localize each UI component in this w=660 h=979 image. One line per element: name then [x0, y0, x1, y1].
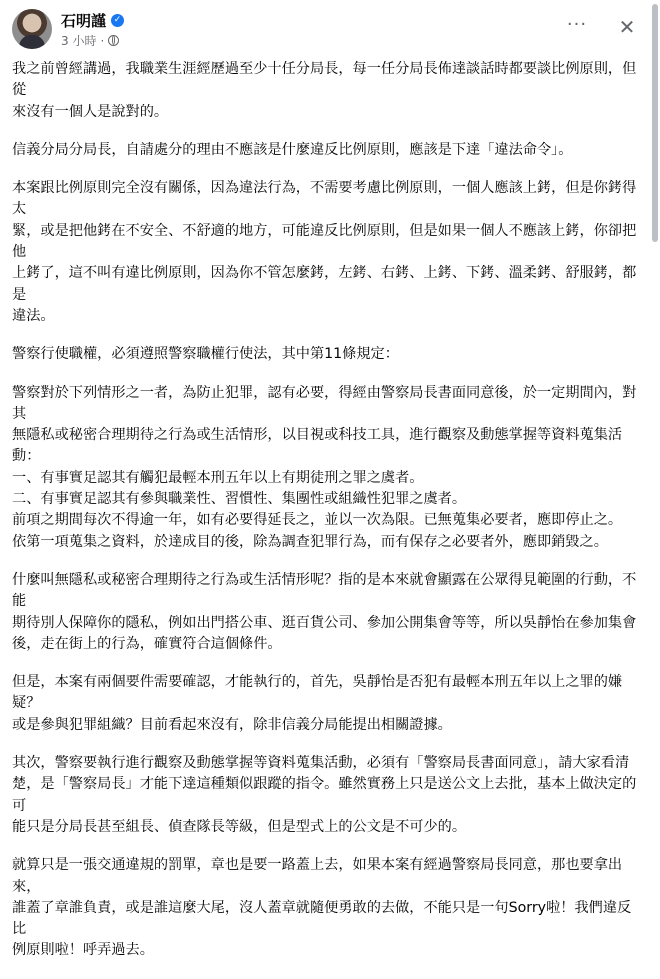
more-options-button[interactable]: ···: [566, 14, 588, 35]
author-row: [61, 10, 124, 31]
paragraph-line: 誰蓋了章誰負責，或是誰這麼大尾，沒人蓋章就隨便勇敢的去做，不能只是一句Sorry啦！我們違反比: [12, 899, 632, 938]
paragraph-line: 楚，是「警察局長」才能下達這種類似跟蹤的指令。雖然實務上只是送公文上去批，基本上做決定的可: [12, 776, 637, 814]
paragraph-line: 但是，本案有兩個要件需要確認，才能執行的，首先，吳靜怡是否犯有最輕本刑五年以上之罪的嫌疑？: [12, 674, 623, 712]
post-paragraph: [12, 59, 644, 123]
paragraph-line: 我之前曾經講過，我職業生涯經歷過至少十任分局長，每一任分局長佈達談話時都要談比例原則，但從: [12, 61, 637, 99]
post-paragraph: [12, 178, 644, 327]
paragraph-line: 其次，警察要執行進行觀察及動態掌握等資料蒐集活動，必須有「警察局長書面同意」，請大家看清: [12, 755, 630, 772]
globe-icon[interactable]: [108, 35, 119, 46]
post-paragraph: [12, 344, 644, 365]
verified-badge-icon: ✓: [111, 14, 124, 27]
paragraph-line: 上銬了，這不叫有違比例原則，因為你不管怎麼銬，左銬、右銬、上銬、下銬、溫柔銬、舒服銬，都是: [12, 265, 637, 303]
paragraph-line: 就算只是一張交通違規的罰單，章也是要一路蓋上去，如果本案有經過警察局長同意，那也要拿出來，: [12, 857, 623, 895]
post-paragraph: [12, 672, 644, 736]
paragraph-line: 能只是分局長甚至組長、偵查隊長等級，但是型式上的公文是不可少的。: [12, 818, 467, 835]
paragraph-line: 二、有事實足認其有參與職業性、習慣性、集團性或組織性犯罪之虞者。: [12, 491, 467, 508]
post-paragraph: [12, 570, 644, 655]
post-paragraph: [12, 383, 644, 553]
meta-separator: ·: [100, 33, 105, 48]
paragraph-line: 什麼叫無隱私或秘密合理期待之行為或生活情形呢？指的是本來就會顯露在公眾得見範圍的行動，不能: [12, 571, 637, 610]
post-paragraph: [12, 855, 644, 961]
post-timestamp[interactable]: 3 小時: [61, 34, 97, 48]
paragraph-line: 違法。: [12, 307, 55, 324]
post-paragraph: [12, 140, 644, 161]
paragraph-line: 或是參與犯罪組織？目前看起來沒有，除非信義分局能提出相關證據。: [12, 716, 452, 733]
paragraph-line: 警察對於下列情形之一者，為防止犯罪，認有必要，得經由警察局長書面同意後，於一定期間內，對其: [12, 384, 637, 422]
post-paragraph: [12, 753, 644, 838]
post-body: [12, 59, 644, 979]
paragraph-line: 信義分局分局長，自請處分的理由不應該是什麼違反比例原則，應該是下達「違法命令」。: [12, 141, 573, 158]
paragraph-line: 無隱私或秘密合理期待之行為或生活情形，以目視或科技工具，進行觀察及動態掌握等資料蒐集活動：: [12, 427, 623, 465]
avatar-figure: [19, 35, 45, 49]
post-meta: [61, 32, 119, 49]
paragraph-line: 警察行使職權，必須遵照警察職權行使法，其中第11條規定：: [12, 346, 399, 363]
paragraph-line: 一、有事實足認其有觸犯最輕本刑五年以上有期徒刑之罪之虞者。: [12, 469, 424, 486]
scrollbar-thumb[interactable]: [652, 4, 658, 242]
paragraph-line: 期待別人保障你的隱私，例如出門搭公車、逛百貨公司、參加公開集會等等，所以吳靜怡在參加集會: [12, 614, 637, 631]
paragraph-line: 依第一項蒐集之資料，於達成目的後，除為調查犯罪行為，而有保存之必要者外，應即銷毀之。: [12, 533, 608, 550]
author-name[interactable]: 石明謹: [61, 12, 107, 30]
paragraph-line: 緊，或是把他銬在不安全、不舒適的地方，可能違反比例原則，但是如果一個人不應該上銬，你卻把他: [12, 222, 637, 261]
paragraph-line: 後，走在街上的行為，確實符合這個條件。: [12, 635, 282, 652]
paragraph-line: 來沒有一個人是說對的。: [12, 103, 169, 120]
post-header: [0, 0, 660, 54]
paragraph-line: 本案跟比例原則完全沒有關係，因為違法行為，不需要考慮比例原則，一個人應該上銬，但是你銬得太: [12, 180, 637, 218]
close-button[interactable]: ✕: [618, 15, 636, 39]
paragraph-line: 例原則啦！呼弄過去。: [12, 942, 154, 959]
paragraph-line: 前項之期間每次不得逾一年，如有必要得延長之，並以一次為限。已無蒐集必要者，應即停止之。: [12, 512, 623, 529]
author-avatar[interactable]: [12, 9, 52, 49]
